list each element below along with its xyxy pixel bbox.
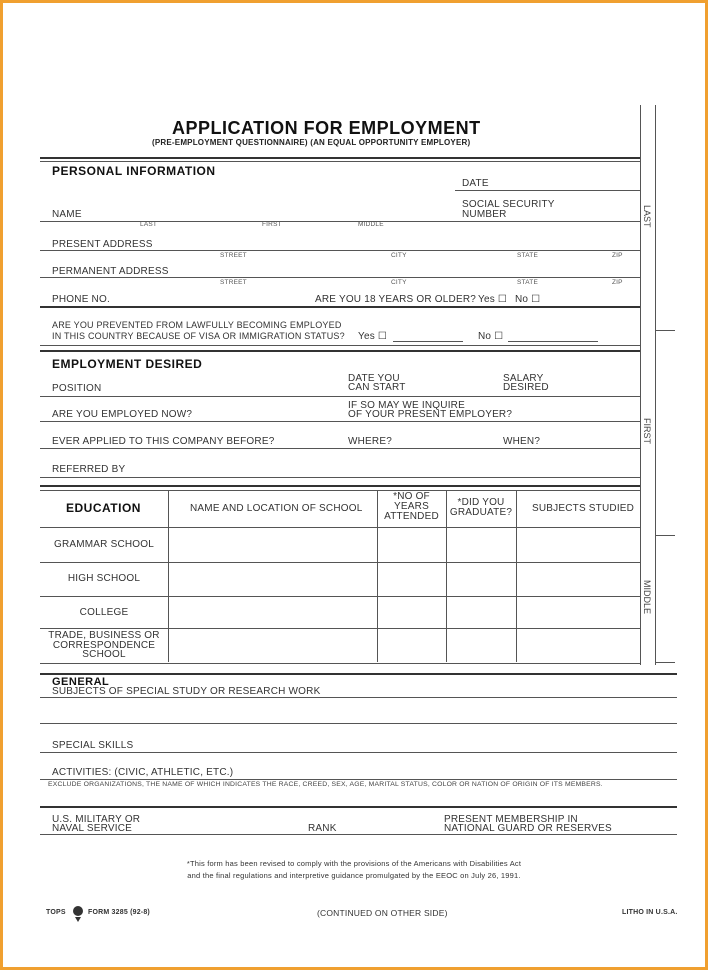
divider xyxy=(40,157,640,159)
visa-question-2: IN THIS COUNTRY BECAUSE OF VISA OR IMMIGRATION STATUS? xyxy=(52,331,345,341)
sublabel-city: CITY xyxy=(391,252,407,259)
row-grammar-school: GRAMMAR SCHOOL xyxy=(53,539,155,550)
age-yes-checkbox[interactable]: Yes ☐ xyxy=(478,294,508,305)
section-general-heading: GENERAL xyxy=(52,676,110,688)
margin-line xyxy=(640,105,641,665)
row-college: COLLEGE xyxy=(79,607,129,618)
position-label: POSITION xyxy=(52,383,102,394)
rank-label: RANK xyxy=(308,823,337,834)
applied-label: EVER APPLIED TO THIS COMPANY BEFORE? xyxy=(52,436,275,447)
when-label: WHEN? xyxy=(503,436,541,447)
col-header-subjects: SUBJECTS STUDIED xyxy=(532,503,635,514)
litho-note: LITHO IN U.S.A. xyxy=(622,909,678,916)
exclude-note: EXCLUDE ORGANIZATIONS, THE NAME OF WHICH INDICATES THE RACE, CREED, SEX, AGE, MARITAL STATUS, COLOR OR NATION OF ORIGIN OF ITS MEMBERS. xyxy=(48,781,603,788)
guard-label: PRESENT MEMBERSHIP IN xyxy=(444,814,578,825)
sublabel-state: STATE xyxy=(517,279,538,286)
phone-label: PHONE NO. xyxy=(52,294,110,305)
form-number: FORM 3285 (92-8) xyxy=(88,909,150,916)
ssn-label-2: NUMBER xyxy=(462,209,507,220)
footnote-2: and the final regulations and interpretive guidance promulgated by the EEOC on July 26, 1991. xyxy=(187,871,521,880)
sublabel-last: LAST xyxy=(140,221,158,228)
table-row-line xyxy=(40,628,640,629)
table-row-line xyxy=(40,562,640,563)
divider xyxy=(40,673,677,675)
permanent-address-field[interactable] xyxy=(40,277,640,278)
present-address-field[interactable] xyxy=(40,250,640,251)
skills-field[interactable] xyxy=(40,752,677,753)
sublabel-state: STATE xyxy=(517,252,538,259)
table-row-line xyxy=(40,596,640,597)
subjects-field[interactable] xyxy=(40,697,677,698)
activities-field[interactable] xyxy=(40,779,677,780)
table-row-line xyxy=(40,663,640,664)
divider xyxy=(40,806,677,808)
page-subtitle: (PRE-EMPLOYMENT QUESTIONNAIRE) (AN EQUAL OPPORTUNITY EMPLOYER) xyxy=(152,138,471,147)
side-label-middle: MIDDLE xyxy=(642,580,652,615)
section-personal-heading: PERSONAL INFORMATION xyxy=(52,164,216,178)
military-field[interactable] xyxy=(40,834,677,835)
inquire-label: IF SO MAY WE INQUIRE xyxy=(348,400,465,411)
page-title: APPLICATION FOR EMPLOYMENT xyxy=(172,118,481,138)
divider xyxy=(40,490,640,491)
skills-label: SPECIAL SKILLS xyxy=(52,740,134,751)
col-header-graduate: *DID YOU GRADUATE? xyxy=(449,497,513,518)
table-col-line xyxy=(168,490,169,662)
position-field[interactable] xyxy=(40,396,640,397)
sublabel-street: STREET xyxy=(220,252,247,259)
divider xyxy=(40,345,640,346)
visa-no-checkbox[interactable]: No ☐ xyxy=(478,331,504,342)
salary-label: SALARY xyxy=(503,373,544,384)
date-label: DATE xyxy=(462,178,489,189)
divider xyxy=(40,485,640,487)
sublabel-first: FIRST xyxy=(262,221,282,228)
name-field[interactable] xyxy=(40,221,640,222)
sublabel-city: CITY xyxy=(391,279,407,286)
footnote: *This form has been revised to comply with the provisions of the Americans with Disabilities Act xyxy=(186,859,522,868)
tops-logo-icon xyxy=(73,906,83,916)
present-address-label: PRESENT ADDRESS xyxy=(52,239,153,250)
employed-label: ARE YOU EMPLOYED NOW? xyxy=(52,409,193,420)
tops-logo-arrow-icon xyxy=(75,917,81,922)
table-col-line xyxy=(516,490,517,662)
row-high-school: HIGH SCHOOL xyxy=(67,573,141,584)
row-trade-school: TRADE, BUSINESS OR CORRESPONDENCE SCHOOL xyxy=(48,630,160,660)
military-label: U.S. MILITARY OR xyxy=(52,814,141,825)
divider xyxy=(40,350,640,352)
margin-line xyxy=(655,105,656,665)
visa-yes-line[interactable] xyxy=(393,341,463,342)
subjects-label: SUBJECTS OF SPECIAL STUDY OR RESEARCH WORK xyxy=(52,686,321,697)
sublabel-zip: ZIP xyxy=(612,252,623,259)
guard-label-2: NATIONAL GUARD OR RESERVES xyxy=(444,823,612,834)
name-label: NAME xyxy=(52,209,82,220)
divider xyxy=(40,161,640,162)
section-employment-heading: EMPLOYMENT DESIRED xyxy=(52,357,203,371)
col-header-school: NAME AND LOCATION OF SCHOOL xyxy=(190,503,363,514)
margin-tick xyxy=(655,330,675,331)
employed-field[interactable] xyxy=(40,421,640,422)
table-row-line xyxy=(40,527,640,528)
referred-label: REFERRED BY xyxy=(52,464,126,475)
continued-note: (CONTINUED ON OTHER SIDE) xyxy=(317,908,448,918)
salary-label-2: DESIRED xyxy=(503,382,549,393)
phone-field[interactable] xyxy=(40,306,640,308)
start-date-label-2: CAN START xyxy=(348,382,406,393)
age-no-checkbox[interactable]: No ☐ xyxy=(515,294,541,305)
military-label-2: NAVAL SERVICE xyxy=(52,823,133,834)
sublabel-street: STREET xyxy=(220,279,247,286)
margin-tick xyxy=(655,662,675,663)
visa-question: ARE YOU PREVENTED FROM LAWFULLY BECOMING EMPLOYED xyxy=(52,320,342,330)
subjects-field-2[interactable] xyxy=(40,723,677,724)
applied-field[interactable] xyxy=(40,448,640,449)
visa-yes-checkbox[interactable]: Yes ☐ xyxy=(358,331,388,342)
ssn-label: SOCIAL SECURITY xyxy=(462,199,555,210)
side-label-last: LAST xyxy=(642,205,652,228)
col-header-years: *NO OF YEARS ATTENDED xyxy=(384,491,439,522)
sublabel-middle: MIDDLE xyxy=(358,221,384,228)
activities-label: ACTIVITIES: (CIVIC, ATHLETIC, ETC.) xyxy=(52,767,234,778)
side-label-first: FIRST xyxy=(642,418,652,444)
inquire-label-2: OF YOUR PRESENT EMPLOYER? xyxy=(348,409,513,420)
start-date-label: DATE YOU xyxy=(348,373,400,384)
visa-no-line[interactable] xyxy=(508,341,598,342)
sublabel-zip: ZIP xyxy=(612,279,623,286)
permanent-address-label: PERMANENT ADDRESS xyxy=(52,266,169,277)
section-education-heading: EDUCATION xyxy=(66,501,141,515)
referred-field[interactable] xyxy=(40,477,640,478)
tops-brand: TOPS xyxy=(46,909,66,916)
age-question: ARE YOU 18 YEARS OR OLDER? xyxy=(315,294,477,305)
where-label: WHERE? xyxy=(348,436,392,447)
date-field[interactable] xyxy=(455,190,640,191)
margin-tick xyxy=(655,535,675,536)
